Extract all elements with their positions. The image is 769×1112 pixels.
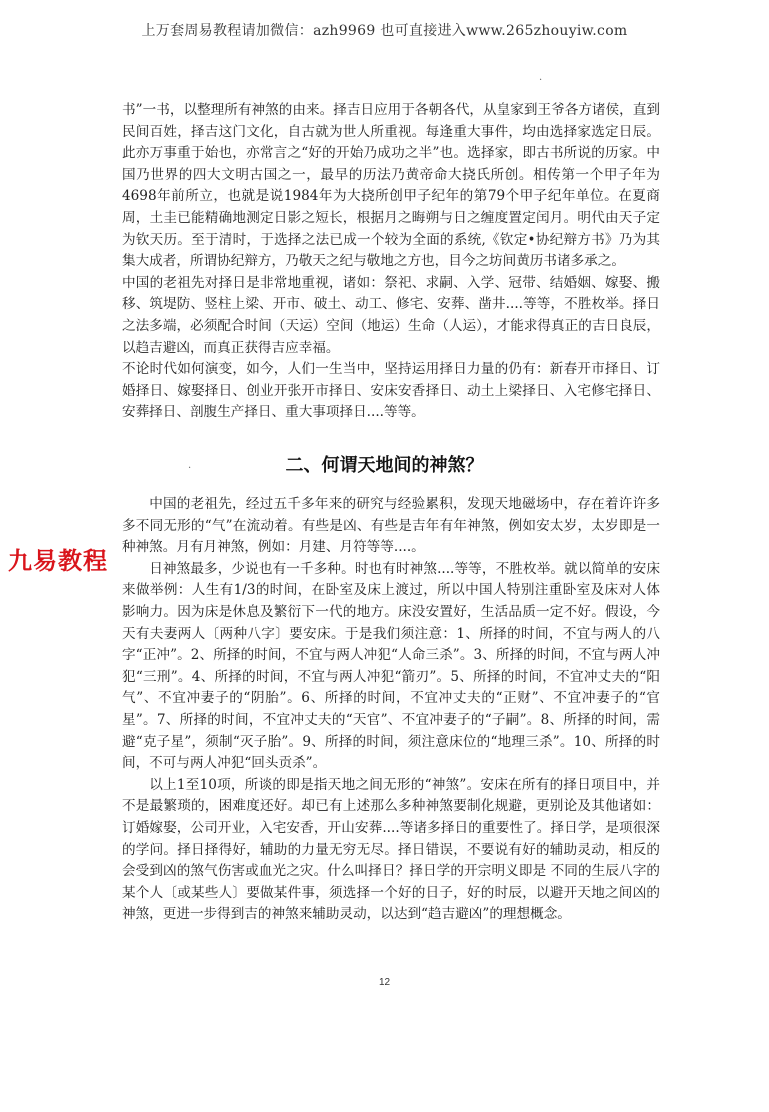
section-two-text bbox=[122, 494, 660, 926]
watermark-logo: 九易教程 bbox=[8, 547, 108, 575]
stray-mark: . bbox=[539, 72, 543, 83]
paragraph: 以上1至10项，所谈的即是指天地之间无形的“神煞”。安床在所有的择日项目中，并不是最繁琐的，困难度还好。却已有上述那么多种神煞要制化规避，更别论及其他诸如：订婚嫁娶，公司开业，入宅安香，开山安葬....等诸多择日的重要性了。择日学，是项很深的学问。择日择得好，辅助的力量无穷无尽。择日错误，不要说有好的辅助灵动，相反的会受到凶的煞气伤害或血光之灾。什么叫择日？择日学的开宗明义即是 不同的生辰八字的某个人〔或某些人〕要做某件事，须选择一个好的日子，好的时辰，以避开天地之间凶的神煞，更进一步得到吉的神煞来辅助灵动，以达到“趋吉避凶”的理想概念。 bbox=[122, 776, 660, 923]
paragraph: 中国的老祖先，经过五千多年来的研究与经验累积，发现天地磁场中，存在着许许多多不同无形的“气”在流动着。有些是凶、有些是吉年有年神煞，例如安太岁，太岁即是一种神煞。月有月神煞，例如：月建、月符等等....。 bbox=[122, 496, 660, 556]
page-header: 上万套周易教程请加微信：azh9969 也可直接进入www.265zhouyiw.com bbox=[141, 23, 628, 39]
paragraph: 日神煞最多，少说也有一千多种。时也有时神煞....等等，不胜枚举。就以简单的安床来做举例：人生有1/3的时间，在卧室及床上渡过，所以中国人特别注重卧室及床对人体影响力。因为床是休息及繁衍下一代的地方。床没安置好，生活品质一定不好。假设，今天有夫妻两人〔两种八字〕要安床。于是我们须注意：1、所择的时间，不宜与两人的八字“正冲”。2、所择的时间，不宜与两人冲犯“人命三杀”。3、所择的时间，不宜与两人冲犯“三刑”。4、所择的时间，不宜与两人冲犯“箭刃”。5、所择的时间，不宜冲丈夫的“阳气”、不宜冲妻子的“阴胎”。6、所择的时间，不宜冲丈夫的“正财”、不宜冲妻子的“官星”。7、所择的时间，不宜冲丈夫的“天官”、不宜冲妻子的“子嗣”。8、所择的时间，需避“克子星”，须制“灭子胎”。9、所择的时间，须注意床位的“地理三杀”。10、所择的时间，不可与两人冲犯“回头贡杀”。 bbox=[122, 560, 660, 772]
page-number: 12 bbox=[378, 977, 391, 988]
paragraph: 中国的老祖先对择日是非常地重视，诸如：祭祀、求嗣、入学、冠带、结婚姻、嫁娶、搬移、筑堤防、竖柱上梁、开市、破土、动工、修宅、安葬、凿井....等等，不胜枚举。择日之法多端，必须配合时间（天运）空间（地运）生命（人运），才能求得真正的吉日良辰，以趋吉避凶，而真正获得吉应幸福。 bbox=[122, 274, 660, 356]
section-one-text bbox=[122, 100, 660, 424]
stray-mark: . bbox=[188, 460, 192, 471]
paragraph: 不论时代如何演变，如今，人们一生当中，坚持运用择日力量的仍有：新春开市择日、订婚择日、嫁娶择日、创业开张开市择日、安床安香择日、动土上梁择日、入宅修宅择日、安葬择日、剖腹生产择日、重大事项择日....等等。 bbox=[122, 361, 660, 421]
paragraph: 书”一书，以整理所有神煞的由来。择吉日应用于各朝各代，从皇家到王爷各方诸侯，直到民间百姓，择吉这门文化，自古就为世人所重视。每逢重大事件，均由选择家选定日辰。此亦万事重于始也，亦常言之“好的开始乃成功之半”也。选择家，即古书所说的历家。中国乃世界的四大文明古国之一，最早的历法乃黄帝命大挠氏所创。相传第一个甲子年为4698年前所立，也就是说1984年为大挠所创甲子纪年的第79个甲子纪年单位。在夏商周，土圭已能精确地测定日影之短长，根据月之晦朔与日之缠度置定闰月。明代由天子定为钦天历。至于清时，于选择之法已成一个较为全面的系统,《钦定•协纪辩方书》乃为其集大成者，所谓协纪辩方，乃敬天之纪与敬地之方也，目今之坊间黄历书诸多承之。 bbox=[122, 102, 660, 270]
section-title: 二、何谓天地间的神煞？ bbox=[285, 455, 484, 476]
